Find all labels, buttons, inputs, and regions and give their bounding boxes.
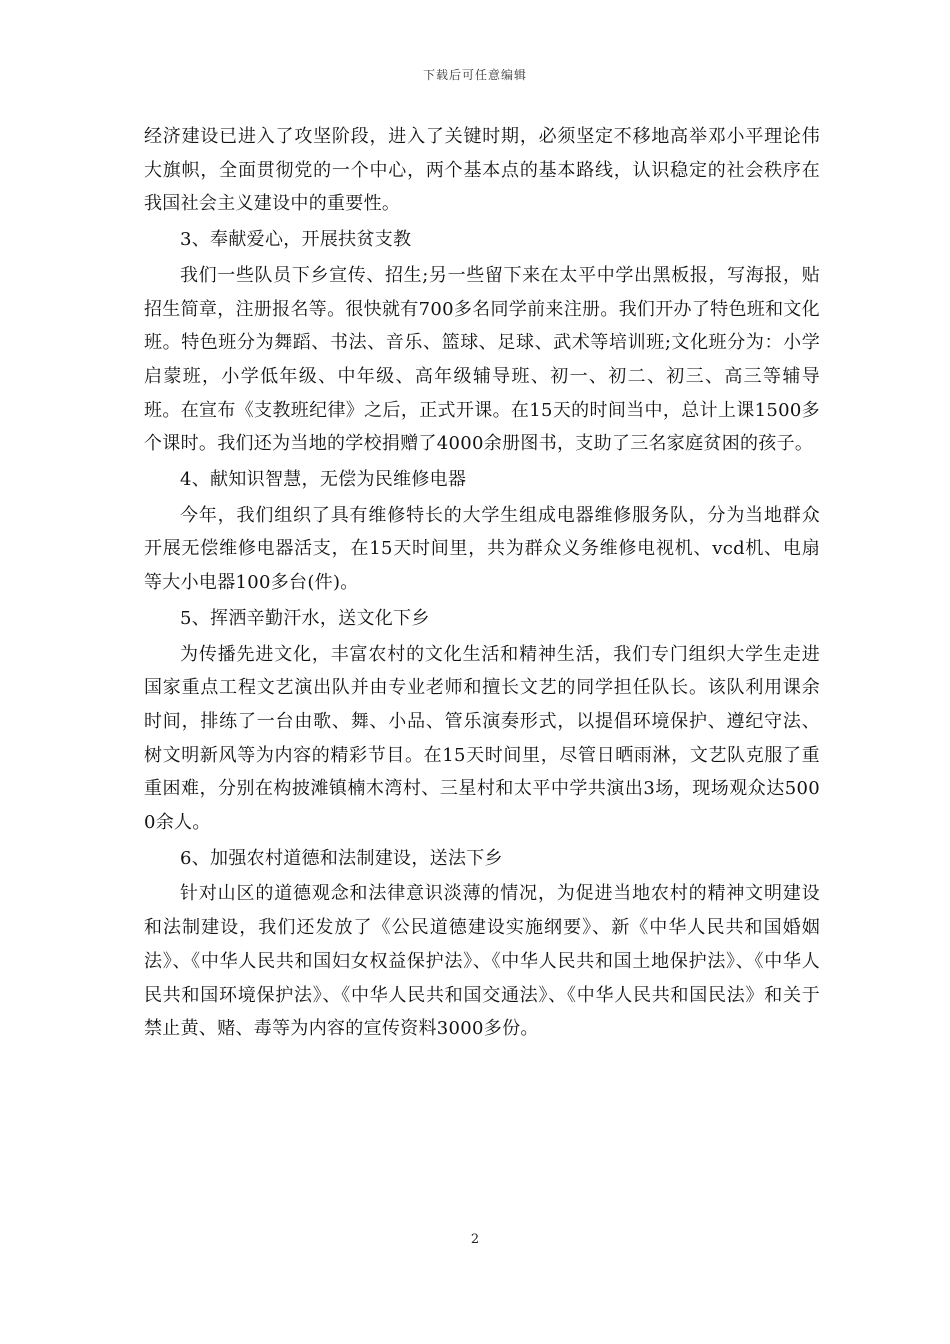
paragraph-teaching: 我们一些队员下乡宣传、招生;另一些留下来在太平中学出黑板报，写海报，贴招生简章，注册报名等。很快就有700多名同学前来注册。我们开办了特色班和文化班。特色班分为舞蹈、书法、音乐、篮球、足球、武术等培训班;文化班分为：小学启蒙班，小学低年级、中年级、高年级辅导班、初一、初二、初三、高三等辅导班。在宣布《支教班纪律》之后，正式开课。在15天的时间当中，总计上课1500多个课时。我们还为当地的学校捐赠了4000余册图书，支助了三名家庭贫困的孩子。 [144, 264, 820, 455]
paragraph-culture: 为传播先进文化，丰富农村的文化生活和精神生活，我们专门组织大学生走进国家重点工程文艺演出队并由专业老师和擅长文艺的同学担任队长。该队利用课余时间，排练了一台由歌、舞、小品、管乐演奏形式，以提倡环境保护、遵纪守法、树文明新风等为内容的精彩节目。在15天时间里，尽管日晒雨淋，文艺队克服了重重困难，分别在构披滩镇楠木湾村、三星村和太平中学共演出3场，现场观众达5000余人。 [144, 643, 820, 834]
paragraph-repair: 今年，我们组织了具有维修特长的大学生组成电器维修服务队，分为当地群众开展无偿维修电器活支，在15天时间里，共为群众义务维修电视机、vcd机、电扇等大小电器100多台(件)。 [144, 504, 820, 594]
paragraph-law: 针对山区的道德观念和法律意识淡薄的情况，为促进当地农村的精神文明建设和法制建设，我们还发放了《公民道德建设实施纲要》、新《中华人民共和国婚姻法》、《中华人民共和国妇女权益保护法》、《中华人民共和国土地保护法》、《中华人民共和国环境保护法》、《中华人民共和国交通法》、《中华人民共和国民法》和关于禁止黄、赌、毒等为内容的宣传资料3000多份。 [144, 883, 820, 1040]
page-header: 下载后可任意编辑 [422, 68, 527, 82]
paragraph-intro: 经济建设已进入了攻坚阶段，进入了关键时期，必须坚定不移地高举邓小平理论伟大旗帜，全面贯彻党的一个中心，两个基本点的基本路线，认识稳定的社会秩序在我国社会主义建设中的重要性。 [144, 126, 820, 215]
page-number: 2 [470, 1232, 480, 1247]
document-body [144, 120, 820, 1048]
section-heading-6: 6、加强农村道德和法制建设，送法下乡 [180, 847, 503, 869]
section-heading-5: 5、挥洒辛勤汗水，送文化下乡 [180, 607, 430, 629]
section-heading-3: 3、奉献爱心，开展扶贫支教 [180, 229, 412, 251]
section-heading-4: 4、献知识智慧，无偿为民维修电器 [180, 469, 467, 491]
